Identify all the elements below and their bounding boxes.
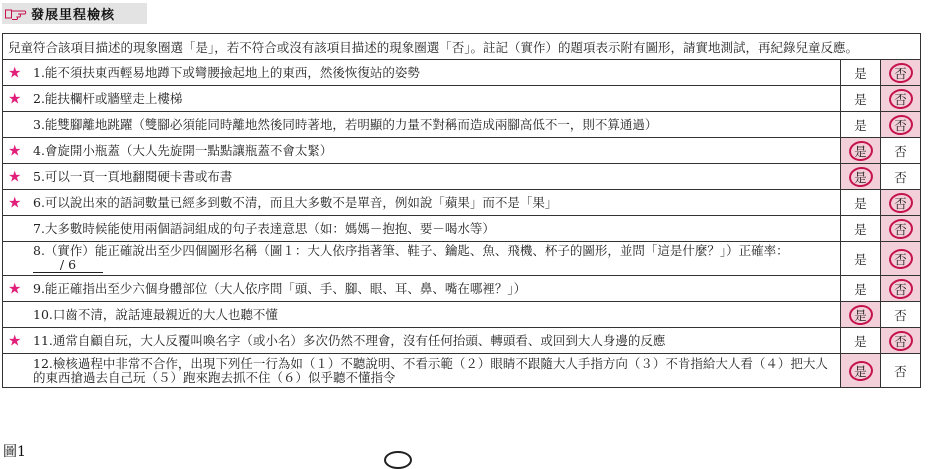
star-icon: ★ <box>8 193 22 212</box>
no-option[interactable] <box>881 328 921 354</box>
milestone-checklist-table <box>2 33 921 388</box>
no-option[interactable] <box>881 164 921 190</box>
yes-option[interactable] <box>841 190 881 216</box>
item-cell <box>3 112 841 138</box>
no-label: 否 <box>894 363 907 379</box>
yes-label: 是 <box>854 91 867 107</box>
checklist-row <box>3 190 921 216</box>
no-option[interactable] <box>881 138 921 164</box>
yes-option[interactable] <box>841 112 881 138</box>
item-text: 12.檢核過程中非常不合作，出現下列任一行為如（１）不聽說明、不看示範（２）眼睛不跟隨大人手指方向（３）不肯指給大人看（４）把大人的東西搶過去自己玩（５）跑來跑去抓不住（６）似乎聽不懂指令 <box>33 355 828 385</box>
no-label: 否 <box>894 221 907 237</box>
score-blank: / 6 <box>33 258 103 273</box>
yes-label: 是 <box>854 307 867 323</box>
checklist-row <box>3 216 921 242</box>
no-label: 否 <box>894 251 907 267</box>
no-label: 否 <box>894 143 907 159</box>
item-text: 6.可以說出來的語詞數量已經多到數不清，而且大多數不是單音，例如說「蘋果」而不是「果」 <box>33 194 558 210</box>
item-text: 3.能雙腳離地跳躍（雙腳必須能同時離地然後同時著地，若明顯的力量不對稱而造成兩腳高低不一，則不算通過） <box>33 116 658 132</box>
yes-label: 是 <box>854 333 867 349</box>
star-icon: ★ <box>8 63 22 82</box>
checklist-row <box>3 112 921 138</box>
item-text: 4.會旋開小瓶蓋（大人先旋開一點點讓瓶蓋不會太緊） <box>33 142 333 158</box>
item-cell <box>3 138 841 164</box>
item-cell <box>3 242 841 276</box>
yes-option[interactable] <box>841 216 881 242</box>
yes-option[interactable] <box>841 138 881 164</box>
checklist-row <box>3 138 921 164</box>
no-label: 否 <box>894 91 907 107</box>
item-cell <box>3 164 841 190</box>
item-cell <box>3 276 841 302</box>
checklist-row <box>3 86 921 112</box>
no-label: 否 <box>894 307 907 323</box>
star-icon: ★ <box>8 279 22 298</box>
item-cell <box>3 354 841 388</box>
item-text: 11.通常自顧自玩，大人反覆叫喚名字（或小名）多次仍然不理會，沒有任何抬頭、轉頭看、或回到大人身邊的反應 <box>33 332 666 348</box>
yes-label: 是 <box>854 169 867 185</box>
yes-label: 是 <box>854 65 867 81</box>
checklist-row <box>3 328 921 354</box>
no-option[interactable] <box>881 112 921 138</box>
figure-partial-circle <box>384 451 412 469</box>
item-text: 5.可以一頁一頁地翻閱硬卡書或布書 <box>33 168 233 184</box>
item-cell <box>3 86 841 112</box>
checklist-row <box>3 302 921 328</box>
item-text: 2.能扶欄杆或牆壁走上樓梯 <box>33 90 183 106</box>
item-cell <box>3 328 841 354</box>
star-icon: ★ <box>8 167 22 186</box>
star-icon: ★ <box>8 89 22 108</box>
yes-option[interactable] <box>841 242 881 276</box>
item-text: 9.能正確指出至少六個身體部位（大人依序問「頭、手、腳、眼、耳、鼻、嘴在哪裡？」） <box>33 280 527 296</box>
item-cell <box>3 302 841 328</box>
yes-label: 是 <box>854 143 867 159</box>
yes-label: 是 <box>854 363 867 379</box>
no-label: 否 <box>894 117 907 133</box>
no-option[interactable] <box>881 276 921 302</box>
yes-label: 是 <box>854 221 867 237</box>
instructions-row <box>3 34 921 60</box>
item-text: 7.大多數時候能使用兩個語詞組成的句子表達意思（如：媽媽－抱抱、要－喝水等） <box>33 220 495 236</box>
no-label: 否 <box>894 65 907 81</box>
yes-option[interactable] <box>841 86 881 112</box>
section-title: 發展里程檢核 <box>31 8 116 23</box>
no-label: 否 <box>894 281 907 297</box>
no-option[interactable] <box>881 86 921 112</box>
checklist-row <box>3 242 921 276</box>
yes-label: 是 <box>854 281 867 297</box>
item-cell <box>3 216 841 242</box>
yes-option[interactable] <box>841 354 881 388</box>
figure-label: 圖1 <box>3 444 26 460</box>
no-option[interactable] <box>881 190 921 216</box>
yes-option[interactable] <box>841 302 881 328</box>
yes-option[interactable] <box>841 328 881 354</box>
yes-label: 是 <box>854 251 867 267</box>
checklist-row <box>3 354 921 388</box>
no-label: 否 <box>894 333 907 349</box>
yes-label: 是 <box>854 195 867 211</box>
yes-option[interactable] <box>841 60 881 86</box>
item-cell <box>3 190 841 216</box>
checklist-row <box>3 164 921 190</box>
item-text: 1.能不須扶東西輕易地蹲下或彎腰撿起地上的東西，然後恢復站的姿勢 <box>33 64 420 80</box>
item-text-main: 8.（實作）能正確說出至少四個圖形名稱（圖１：大人依序指著筆、鞋子、鑰匙、魚、飛機、杯子的圖形，並問「這是什麼？」）正確率： <box>33 243 789 258</box>
item-cell <box>3 60 841 86</box>
yes-label: 是 <box>854 117 867 133</box>
no-option[interactable] <box>881 302 921 328</box>
star-icon: ★ <box>8 141 22 160</box>
checklist-row <box>3 60 921 86</box>
yes-option[interactable] <box>841 276 881 302</box>
star-icon: ★ <box>8 331 22 350</box>
no-option[interactable] <box>881 216 921 242</box>
yes-option[interactable] <box>841 164 881 190</box>
checklist-row <box>3 276 921 302</box>
no-option[interactable] <box>881 60 921 86</box>
item-text <box>33 244 840 273</box>
item-text: 10.口齒不清，說話連最親近的大人也聽不懂 <box>33 306 278 322</box>
section-title-bar <box>2 3 147 24</box>
pointing-hand-icon <box>5 7 27 21</box>
no-option[interactable] <box>881 354 921 388</box>
no-label: 否 <box>894 169 907 185</box>
no-label: 否 <box>894 195 907 211</box>
no-option[interactable] <box>881 242 921 276</box>
instructions-text: 兒童符合該項目描述的現象圈選「是」，若不符合或沒有該項目描述的現象圈選「否」。註記（實作）的題項表示附有圖形，請實地測試，再紀錄兒童反應。 <box>3 34 921 60</box>
